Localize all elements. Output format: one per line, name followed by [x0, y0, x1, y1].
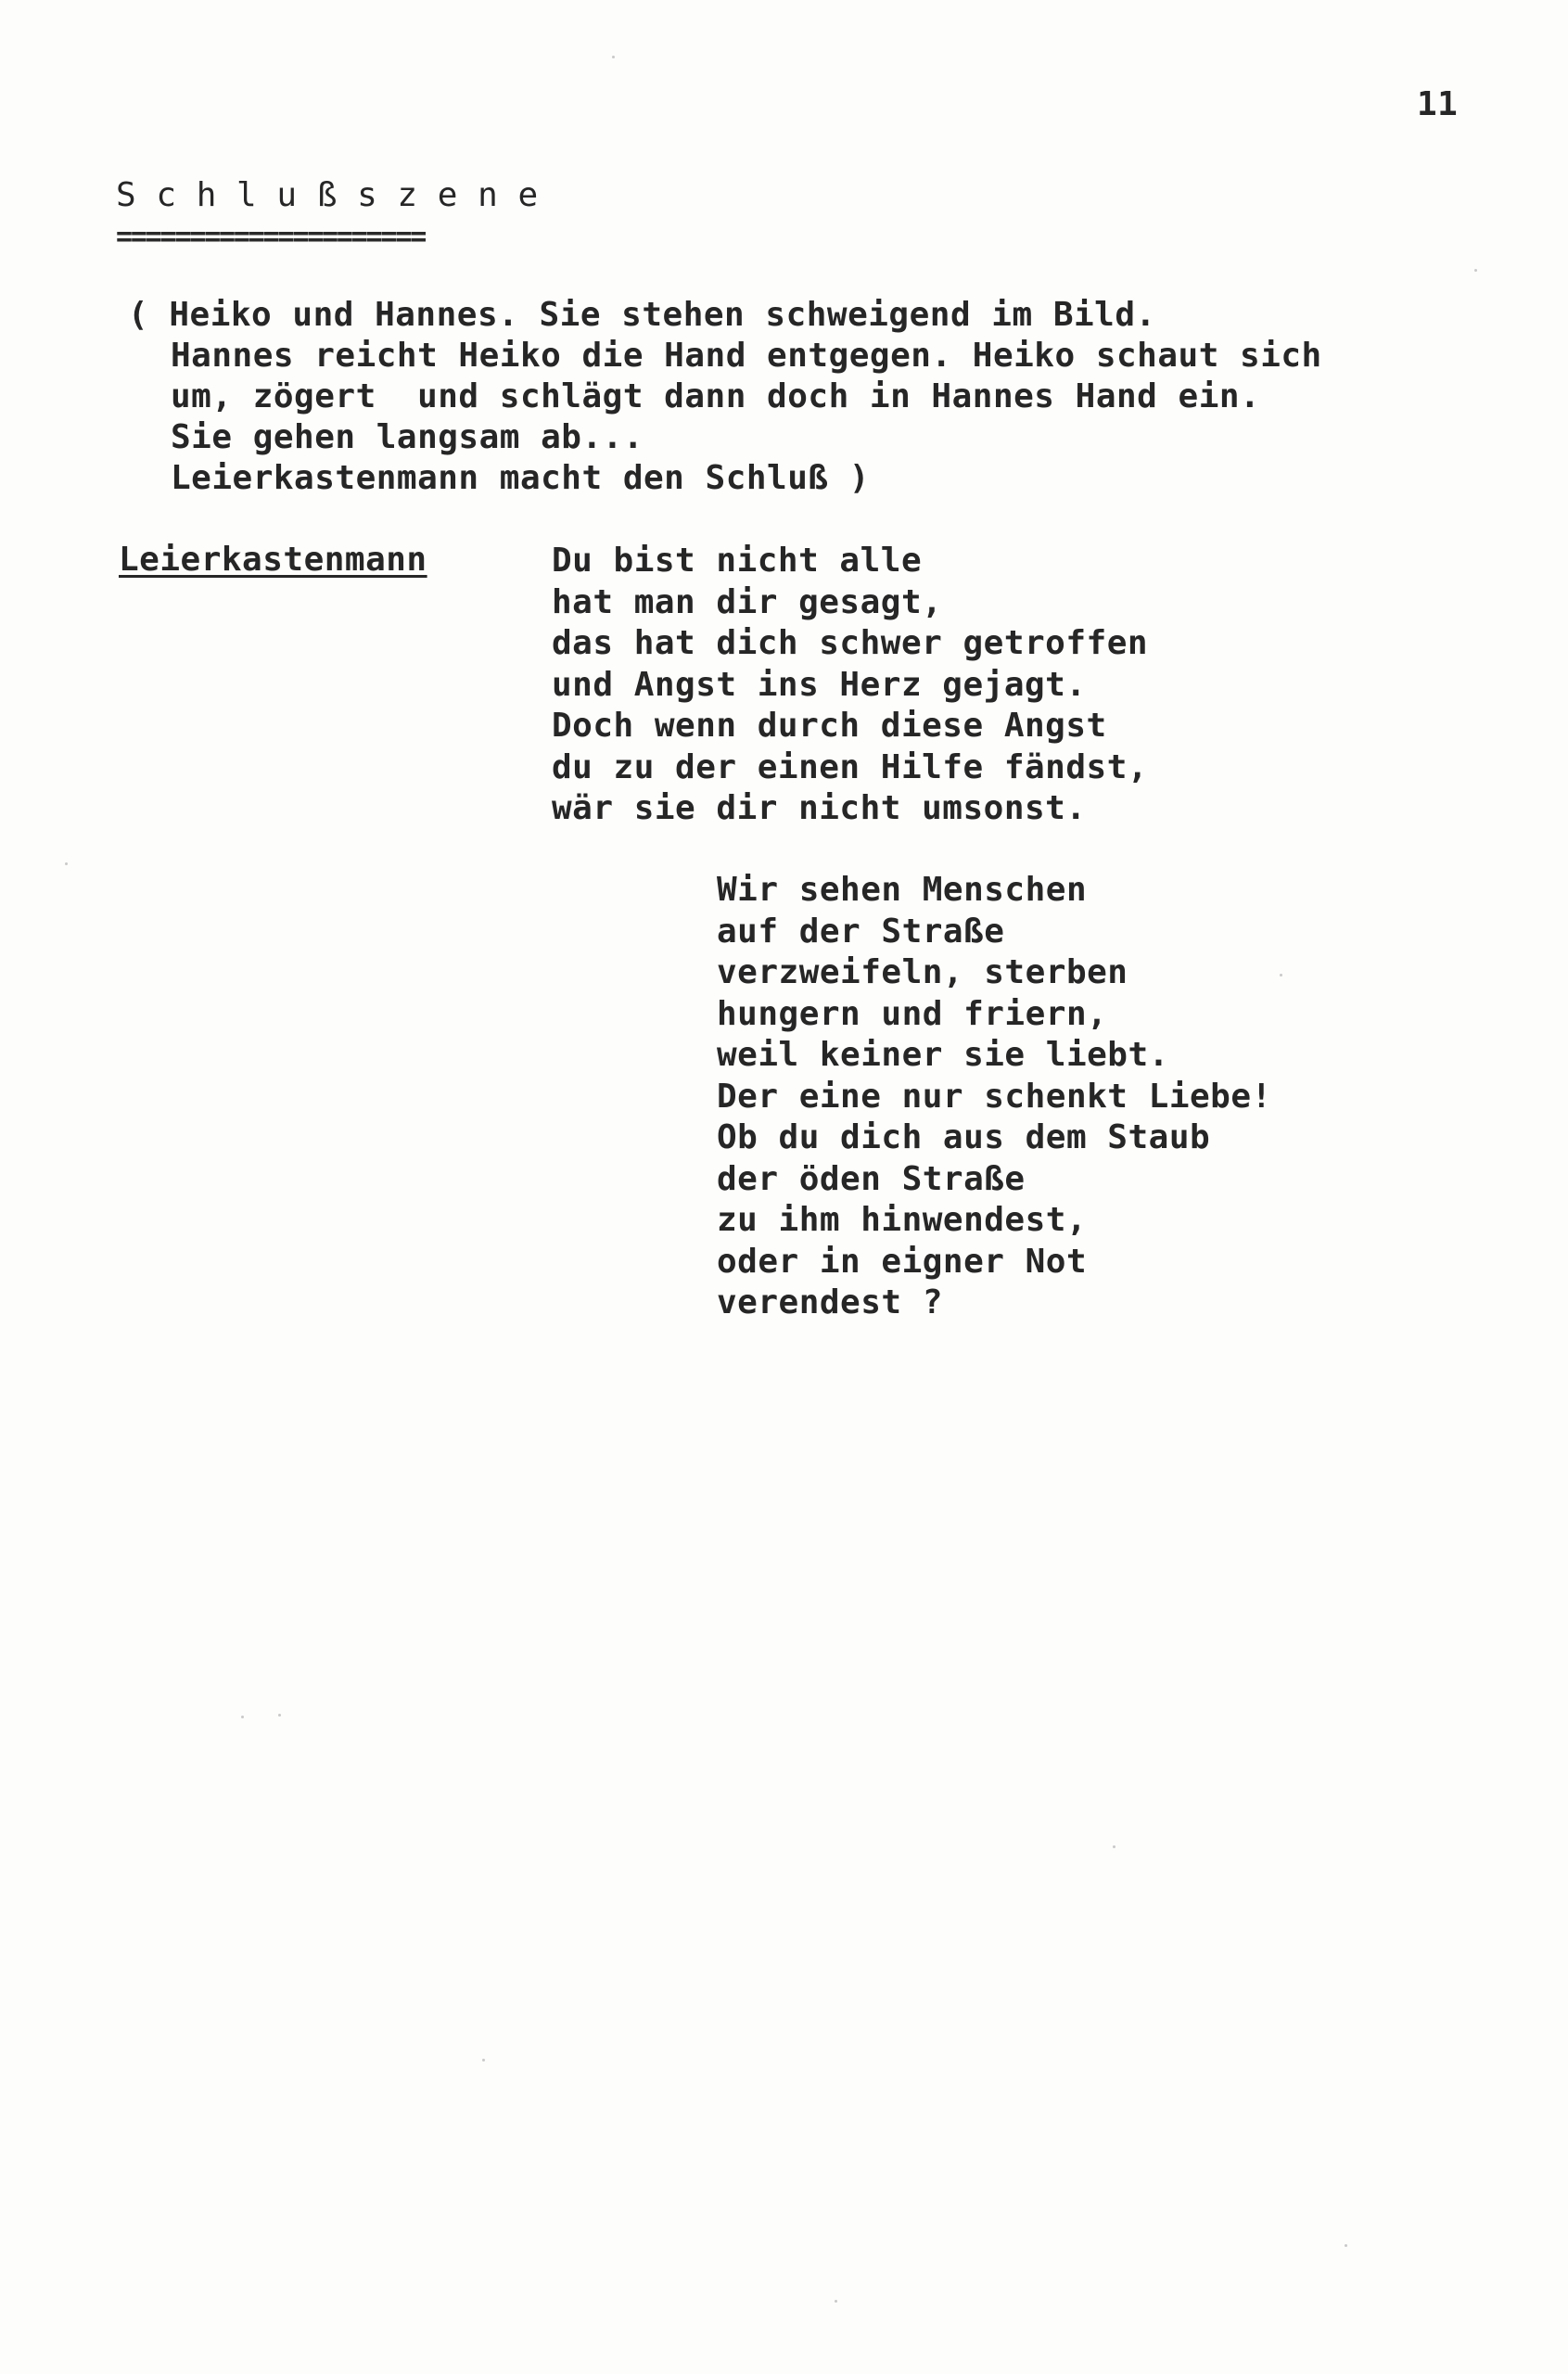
stage-direction-line: Hannes reicht Heiko die Hand entgegen. Heiko schaut sich — [171, 337, 1322, 375]
verse-line: verzweifeln, sterben — [717, 953, 1128, 991]
verse-line: weil keiner sie liebt. — [717, 1036, 1169, 1074]
paper-speck — [482, 2059, 485, 2061]
verse-line: Du bist nicht alle — [552, 542, 923, 580]
verse-line: der öden Straße — [717, 1159, 1026, 1198]
verse-line: hungern und friern, — [717, 994, 1108, 1033]
verse-line: hat man dir gesagt, — [552, 582, 943, 621]
scene-title-underline: ===================== — [116, 221, 426, 253]
verse-stanza-2 — [717, 870, 1272, 1324]
verse-line: zu ihm hinwendest, — [717, 1201, 1088, 1239]
verse-line: Wir sehen Menschen — [717, 871, 1088, 909]
page-number: 11 — [1417, 85, 1459, 123]
stage-direction-line: ( Heiko und Hannes. Sie stehen schweigend im Bild. — [128, 296, 1156, 334]
scene-title: S c h l u ß s z e n e — [116, 176, 539, 214]
paper-speck — [835, 2300, 837, 2303]
stage-direction — [128, 295, 1322, 499]
paper-speck — [65, 862, 68, 865]
verse-line: das hat dich schwer getroffen — [552, 624, 1149, 662]
verse-stanza-1 — [552, 541, 1148, 830]
paper-speck — [1113, 1845, 1115, 1848]
verse-line: Der eine nur schenkt Liebe! — [717, 1077, 1272, 1116]
verse-line: auf der Straße — [717, 912, 1005, 951]
verse-line: oder in eigner Not — [717, 1242, 1088, 1281]
speaker-name: Leierkastenmann — [119, 541, 427, 579]
paper-speck — [241, 1716, 244, 1718]
verse-line: wär sie dir nicht umsonst. — [552, 789, 1087, 827]
paper-speck — [612, 56, 615, 58]
stage-direction-line: um, zögert und schlägt dann doch in Hannes Hand ein. — [171, 377, 1261, 415]
paper-speck — [278, 1714, 281, 1717]
verse-line: und Angst ins Herz gejagt. — [552, 665, 1087, 704]
paper-speck — [1345, 2244, 1347, 2247]
verse-line: verendest ? — [717, 1283, 943, 1321]
verse-line: du zu der einen Hilfe fändst, — [552, 747, 1149, 786]
stage-direction-line: Sie gehen langsam ab... — [171, 418, 644, 456]
verse-line: Ob du dich aus dem Staub — [717, 1118, 1211, 1156]
stage-direction-line: Leierkastenmann macht den Schluß ) — [171, 459, 870, 497]
verse-line: Doch wenn durch diese Angst — [552, 707, 1107, 745]
paper-speck — [1474, 269, 1477, 272]
paper-speck — [1280, 974, 1282, 976]
